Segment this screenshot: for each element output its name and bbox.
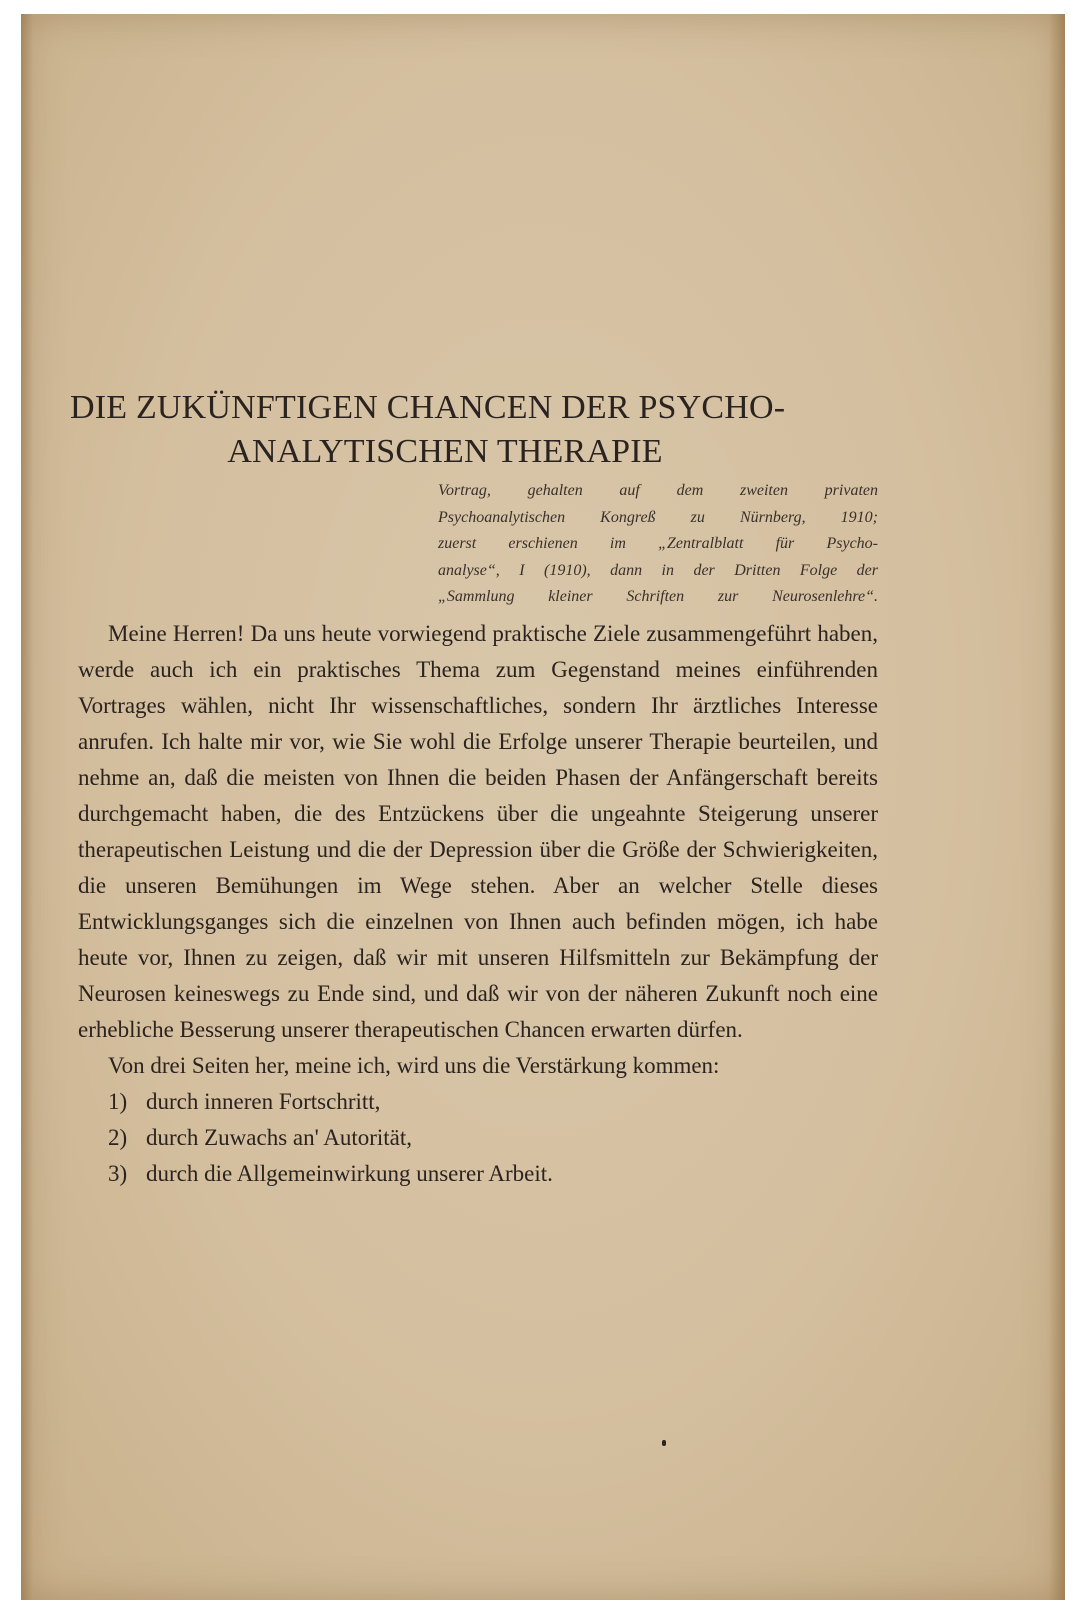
source-note-line: „Sammlung kleiner Schriften zur Neurosenlehre“.	[438, 588, 878, 605]
source-note-line: analyse“, I (1910), dann in der Dritten Folge der	[438, 561, 878, 579]
chapter-title-line-2: ANALYTISCHEN THERAPIE	[227, 433, 663, 470]
source-note-line: Vortrag, gehalten auf dem zweiten privaten	[438, 482, 878, 499]
paragraph-2: Von drei Seiten her, meine ich, wird uns die Verstärkung kommen:	[108, 1053, 720, 1078]
source-note-line: Psychoanalytischen Kongreß zu Nürnberg, 1910;	[438, 508, 878, 526]
list-item-text: durch inneren Fortschritt,	[146, 1089, 381, 1114]
source-note	[438, 478, 878, 611]
paragraph-1: Meine Herren! Da uns heute vorwiegend praktische Ziele zusammengeführt haben, werde auch ich ein praktisches Thema zum Gegenstand meines einführenden Vortrages wählen, nicht Ihr wissenschaftliches, sondern Ihr ärztliches Interesse anrufen. Ich halte mir vor, wie Sie wohl die Erfolge unserer Therapie beurteilen, und nehme an, daß die meisten von Ihnen die beiden Phasen der Anfängerschaft bereits durchgemacht haben, die des Entzückens über die ungeahnte Steigerung unserer therapeutischen Leistung und die der Depression über die Größe der Schwierigkeiten, die unseren Bemühungen im Wege stehen. Aber an welcher Stelle dieses Entwicklungsganges sich die einzelnen von Ihnen auch befinden mögen, ich habe heute vor, Ihnen zu zeigen, daß wir mit unseren Hilfsmitteln zur Bekämpfung der Neurosen keineswegs zu Ende sind, und daß wir von der näheren Zukunft noch eine erhebliche Besserung unserer therapeutischen Chancen erwarten dürfen.	[78, 621, 878, 1042]
list-item-text: durch die Allgemeinwirkung unserer Arbeit.	[146, 1161, 553, 1186]
list-item-number: 1)	[108, 1089, 128, 1114]
body-text	[78, 616, 878, 1192]
list-item	[78, 1156, 878, 1192]
list-item-text: durch Zuwachs an' Autorität,	[146, 1125, 413, 1150]
list-item-number: 2)	[108, 1125, 128, 1150]
list-item-number: 3)	[108, 1161, 128, 1186]
numbered-list	[78, 1084, 878, 1192]
list-item	[78, 1084, 878, 1120]
chapter-title-line-1: DIE ZUKÜNFTIGEN CHANCEN DER PSYCHO-	[70, 389, 786, 426]
ink-speck	[662, 1440, 666, 1446]
chapter-title	[70, 386, 890, 474]
source-note-line: zuerst erschienen im „Zentralblatt für Psycho-	[438, 535, 878, 552]
list-item	[78, 1120, 878, 1156]
page-edge-right	[1049, 14, 1065, 1600]
page-edge-left	[21, 14, 33, 1600]
